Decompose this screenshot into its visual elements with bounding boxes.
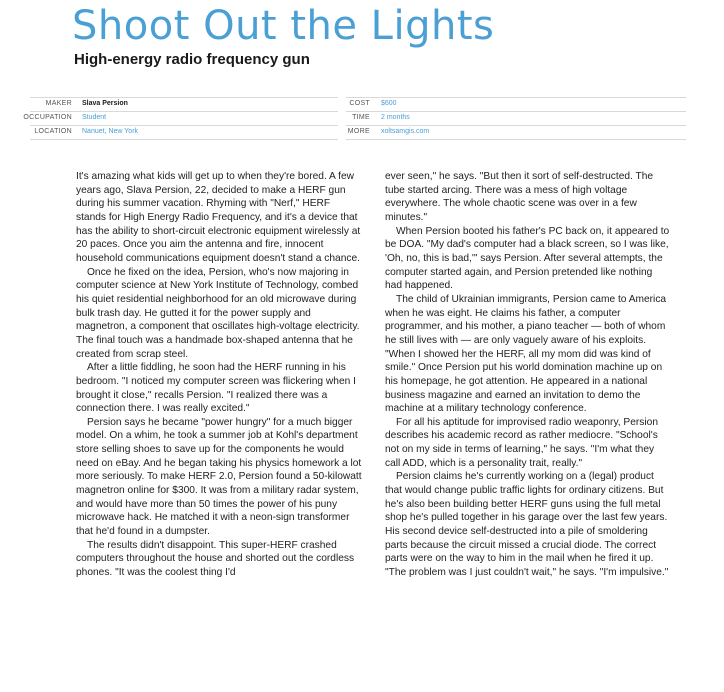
meta-divider xyxy=(30,125,338,126)
maker-value: Slava Persion xyxy=(82,100,128,107)
body-paragraph: Once he fixed on the idea, Persion, who's now majoring in computer science at New York Institute of Technology, combed his quiet residential neighborhood for an old microwave during bulk trash day. He gutted it for the power supply and magnetron, a component that oscillates high-voltage electricity. The final touch was a handmade box-shaped antenna that he created from scrap steel. xyxy=(76,266,360,360)
location-value: Nanuet, New York xyxy=(82,128,139,135)
cost-value: $600 xyxy=(381,100,397,107)
article-subtitle: High-energy radio frequency gun xyxy=(74,51,310,68)
meta-divider xyxy=(30,111,338,112)
meta-divider xyxy=(30,139,338,140)
body-paragraph: Persion claims he's currently working on a (legal) product that would change public traffic lights for ordinary citizens. But he's also been building better HERF guns using the full metal shop he's pulled together in his garage over the last few years. His second device self-destructed into a pile of smoldering parts because the circuit missed a crucial diode. The correct parts were on the way to him in the mail when he fired it up. "The problem was I just couldn't wait," he says. "I'm impulsive." xyxy=(385,471,669,579)
body-paragraph: Persion says he became "power hungry" for a much bigger model. On a whim, he took a summer job at Kohl's department store selling shoes to save up for the components he would need on eBay. And he began taking his physics homework a lot more seriously. To make HERF 2.0, Persion found a 50-kilowatt magnetron online for $300. It was from a military radar system, and would have more than 50 times the power of his puny microwave hack. He matched it with a neon-sign transformer that he'd found in a dumpster. xyxy=(76,416,362,538)
maker-info-table xyxy=(0,97,724,139)
article-title: Shoot Out the Lights xyxy=(72,3,495,49)
maker-label: MAKER xyxy=(45,100,72,107)
body-paragraph: ever seen," he says. "But then it sort of self-destructed. The tube started arcing. There was a mess of high voltage everywhere. The whole chaotic scene was over in a few minutes." xyxy=(385,171,654,223)
body-paragraph: When Persion booted his father's PC back on, it appeared to be DOA. "My dad's computer had a black screen, so I was like, 'Oh, no, this is bad,'" says Persion. After several attempts, the computer started again, and Persion pretended like nothing had happened. xyxy=(385,225,670,292)
time-label: TIME xyxy=(352,114,370,121)
meta-divider xyxy=(30,97,338,98)
body-paragraph: The results didn't disappoint. This super-HERF crashed computers throughout the house and shorted out the cordless phones. "It was the coolest thing I'd xyxy=(76,539,355,579)
body-paragraph: The child of Ukrainian immigrants, Persion came to America when he was eight. He claims his father, a computer programmer, and his mother, a piano teacher — both of whom he still lives with — are only vaguely aware of his exploits. "When I showed her the HERF, all my mom did was kind of smile." Once Persion put his world domination machine up on his homepage, he got attention. He appeared in a national business magazine and earned an invitation to demo the machine at a military technology conference. xyxy=(385,293,667,415)
body-paragraph: After a little fiddling, he soon had the HERF running in his bedroom. "I noticed my computer screen was flickering when I brought it close," recalls Persion. "I realized there was a connection there. I was really excited." xyxy=(76,362,356,415)
meta-divider xyxy=(346,97,686,98)
occupation-value: Student xyxy=(82,114,107,121)
location-label: LOCATION xyxy=(34,128,72,135)
more-link[interactable]: xoltsamgis.com xyxy=(381,128,430,135)
body-column-left xyxy=(76,170,362,692)
body-paragraph: It's amazing what kids will get up to when they're bored. A few years ago, Slava Persion, 22, decided to make a HERF gun during his summer vacation. Rhyming with "Nerf," HERF stands for High Energy Radio Frequency, and it's a device that has the ability to short-circuit electronic equipment wirelessly at 20 paces. Once you aim the antenna and fire, innocent household communications equipment doesn't stand a chance. xyxy=(76,171,361,264)
meta-divider xyxy=(346,139,686,140)
body-paragraph: For all his aptitude for improvised radio weaponry, Persion describes his academic record as rather mediocre. "School's not on my side in terms of learning," he says. "I'm what they call ADD, which is a personality trait, really." xyxy=(385,416,658,469)
occupation-label: OCCUPATION xyxy=(23,114,72,121)
more-label: MORE xyxy=(347,128,370,135)
body-column-right xyxy=(385,170,671,692)
cost-label: COST xyxy=(349,100,370,107)
time-value: 2 months xyxy=(381,114,410,121)
